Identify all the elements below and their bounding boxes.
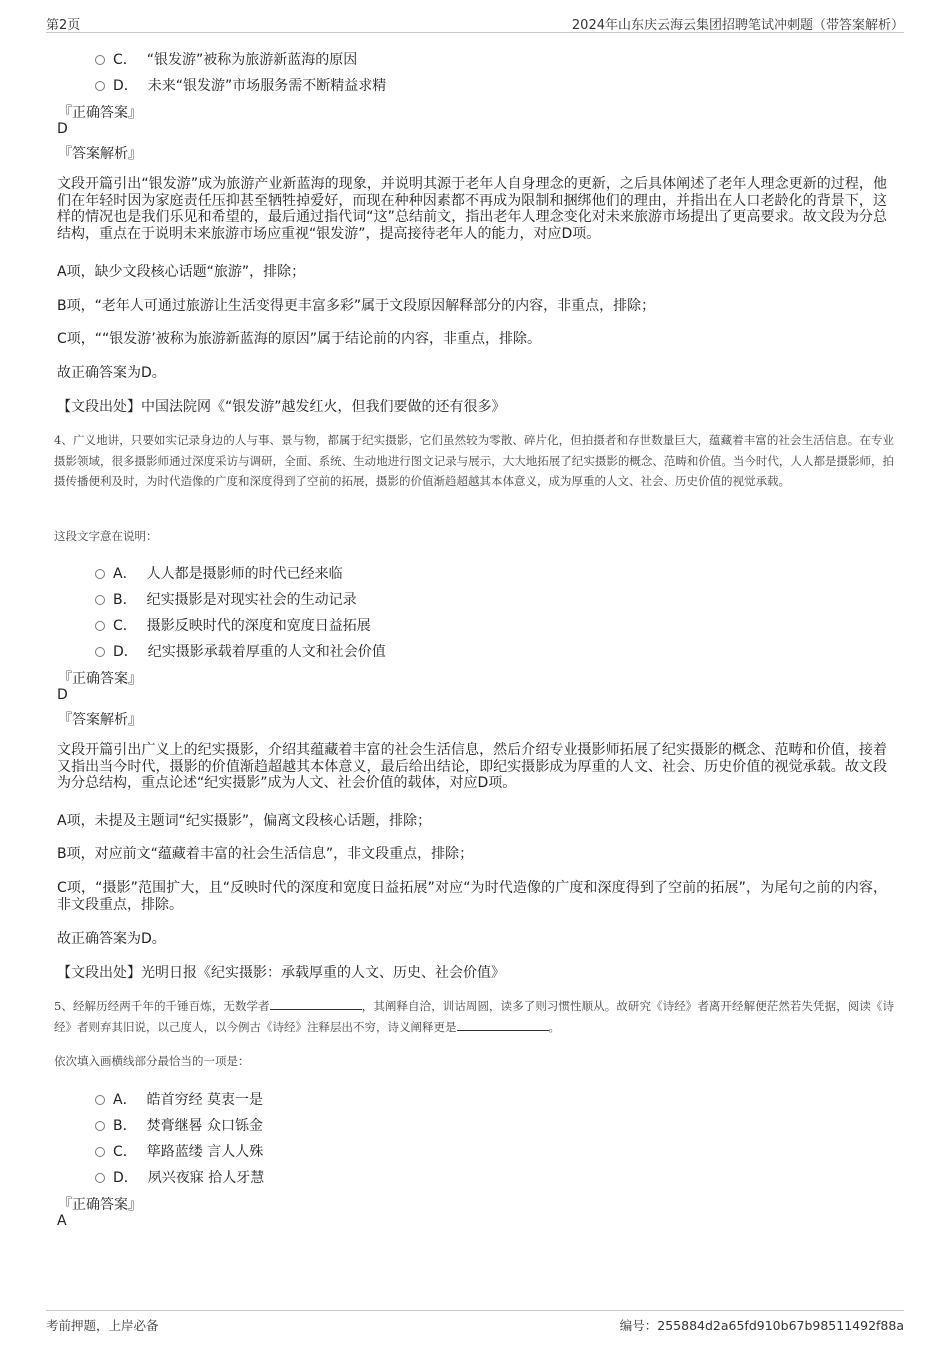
q4-analysis-paragraph: 文段开篇引出广义上的纪实摄影，介绍其蕴藏着丰富的社会生活信息，然后介绍专业摄影师拓展了纪实摄影的概念、范畴和价值，接着又指出当今时代，摄影的价值渐趋超越其本体意义，最后给出结论，即纪实摄影成为厚重的人文、社会、历史价值的视觉承载。故文段为分总结构，重点论述“纪实摄影”成为人文、社会价值的载体，对应D项。 [57,742,887,791]
radio-icon[interactable] [95,595,105,605]
code-label: 编号： [619,1318,658,1333]
q5-stem-part-3: 。 [548,1019,560,1034]
radio-icon[interactable] [95,621,105,631]
page-number: 第2页 [46,18,81,33]
radio-icon[interactable] [95,55,105,65]
q3-option-d[interactable]: D． 未来“银发游”市场服务需不断精益求精 [95,75,386,95]
radio-icon[interactable] [95,1173,105,1183]
q5-answer-label: 『正确答案』 [58,1197,142,1213]
q5-stem-part-1: 5、经解历经两千年的千锤百炼，无数学者 [54,999,270,1013]
document-title: 2024年山东庆云海云集团招聘笔试冲刺题（带答案解析） [571,18,904,33]
radio-icon[interactable] [95,81,105,91]
footer-slogan: 考前押题，上岸必备 [46,1318,159,1333]
q3-analysis-b: B项，“老年人可通过旅游让生活变得更丰富多彩”属于文段原因解释部分的内容，非重点，排除； [57,298,656,314]
radio-icon[interactable] [95,569,105,579]
q3-analysis-label: 『答案解析』 [58,146,142,162]
fill-blank-2 [457,1019,549,1031]
q4-option-a[interactable]: A． 人人都是摄影师的时代已经来临 [95,563,343,583]
q5-stem-part-2: ，其阐释自洽，训诂周圆，读多了则习惯性顺从。故研究《诗经》者离开经解便茫然若失凭据，阅读《诗经》者则弃其旧说，以己度人，以今例古《诗经》注释层出不穷，诗义阐释更是 [54,999,894,1034]
q4-analysis-label: 『答案解析』 [58,712,142,728]
radio-icon[interactable] [95,1095,105,1105]
q4-analysis-c: C项，“摄影”范围扩大，且“反映时代的深度和宽度日益拓展”对应“为时代造像的广度和深度得到了空前的拓展”，为尾句之前的内容，非文段重点，排除。 [57,880,887,913]
q4-prompt: 这段文字意在说明： [54,529,158,543]
q4-analysis-a: A项，未提及主题词“纪实摄影”，偏离文段核心话题，排除； [57,813,432,829]
q4-answer-label: 『正确答案』 [58,671,142,687]
code-value: 255884d2a65fd910b67b98511492f88a [657,1318,904,1333]
q3-conclusion: 故正确答案为D。 [57,365,166,381]
fill-blank-1 [270,998,362,1010]
radio-icon[interactable] [95,647,105,657]
q3-source: 【文段出处】中国法院网《“银发游”越发红火，但我们要做的还有很多》 [57,399,506,415]
document-code [620,1316,904,1334]
q3-analysis-paragraph: 文段开篇引出“银发游”成为旅游产业新蓝海的现象，并说明其源于老年人自身理念的更新，之后具体阐述了老年人理念更新的过程，他们在年轻时因为家庭责任压抑甚至牺牲掉爱好，而现在种种因素都不再成为限制和捆绑他们的理由，并指出在人口老龄化的背景下，这样的情况也是我们乐见和希望的，最后通过指代词“这”总结前文，指出老年人理念变化对未来旅游市场提出了更高要求。故文段为分总结构，重点在于说明未来旅游市场应重视“银发游”，提高接待老年人的能力，对应D项。 [57,176,887,242]
q4-analysis-b: B项，对应前文“蕴藏着丰富的社会生活信息”，非文段重点，排除； [57,846,474,862]
q4-answer: D [57,687,68,703]
radio-icon[interactable] [95,1121,105,1131]
radio-icon[interactable] [95,1147,105,1157]
q5-answer: A [57,1213,67,1229]
q4-option-b[interactable]: B． 纪实摄影是对现实社会的生动记录 [95,589,357,609]
q5-option-d[interactable]: D． 夙兴夜寐 拾人牙慧 [95,1167,264,1187]
q3-answer: D [57,121,68,137]
q4-conclusion: 故正确答案为D。 [57,931,166,947]
q4-stem: 4、广义地讲，只要如实记录身边的人与事、景与物，都属于纪实摄影，它们虽然较为零散、碎片化，但拍摄者和存世数量巨大，蕴藏着丰富的社会生活信息。在专业摄影领域，很多摄影师通过深度采访与调研，全面、系统、生动地进行图文记录与展示，大大地拓展了纪实摄影的概念、范畴和价值。当今时代，人人都是摄影师，拍摄传播便利及时，为时代造像的广度和深度得到了空前的拓展，摄影的价值渐趋超越其本体意义，成为厚重的人文、社会、历史价值的视觉承载。 [54,433,894,488]
q5-option-b[interactable]: B． 焚膏继晷 众口铄金 [95,1115,263,1135]
page-header [46,12,904,33]
q5-option-c[interactable]: C． 筚路蓝缕 言人人殊 [95,1141,263,1161]
q5-prompt: 依次填入画横线部分最恰当的一项是： [54,1054,250,1068]
q3-analysis-c: C项，““银发游’被称为旅游新蓝海的原因”属于结论前的内容，非重点，排除。 [57,331,541,347]
q3-answer-label: 『正确答案』 [58,105,142,121]
q3-option-c[interactable]: C． “银发游”被称为旅游新蓝海的原因 [95,49,357,69]
q4-source: 【文段出处】光明日报《纪实摄影：承载厚重的人文、历史、社会价值》 [57,965,505,981]
q4-option-c[interactable]: C． 摄影反映时代的深度和宽度日益拓展 [95,615,371,635]
page-footer [46,1310,904,1335]
q3-analysis-a: A项，缺少文段核心话题“旅游”，排除； [57,264,306,280]
q5-option-a[interactable]: A． 皓首穷经 莫衷一是 [95,1089,263,1109]
q5-stem [54,996,894,1037]
q4-option-d[interactable]: D． 纪实摄影承载着厚重的人文和社会价值 [95,641,386,661]
